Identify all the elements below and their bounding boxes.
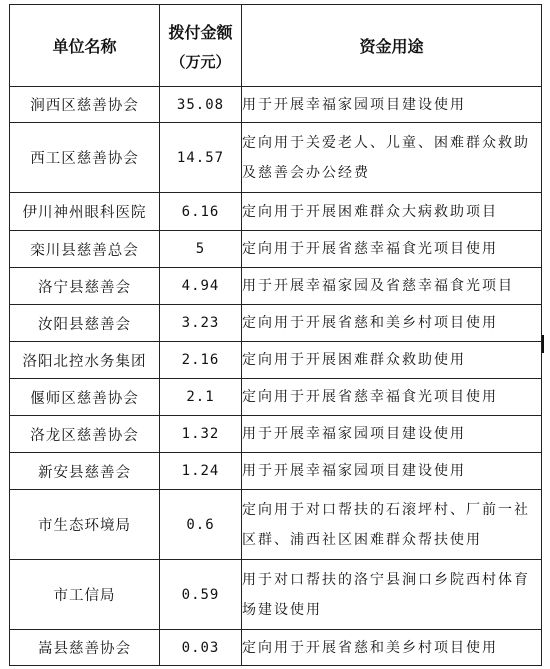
amount-cell: 2.1 [160,379,242,416]
amount-cell: 1.24 [160,453,242,490]
header-unit: 单位名称 [10,5,160,87]
table-row [10,416,542,453]
amount-cell: 6.16 [160,193,242,231]
header-amount-line2: （万元） [170,52,231,71]
amount-cell: 0.03 [160,630,242,666]
header-row [10,5,542,87]
unit-cell: 市工信局 [10,560,160,630]
amount-cell: 0.6 [160,490,242,560]
unit-cell: 西工区慈善协会 [10,123,160,193]
table-row [10,268,542,305]
table-body [10,87,542,666]
usage-cell: 用于开展幸福家园项目建设使用 [242,453,542,490]
table-row [10,193,542,231]
unit-cell: 偃师区慈善协会 [10,379,160,416]
table-row [10,87,542,123]
usage-cell: 定向用于开展困难群众大病救助项目 [242,193,542,231]
unit-cell: 栾川县慈善总会 [10,231,160,268]
amount-cell: 5 [160,231,242,268]
amount-cell: 3.23 [160,305,242,342]
usage-cell: 定向用于开展省慈和美乡村项目使用 [242,305,542,342]
table-row [10,630,542,666]
table-row [10,560,542,630]
amount-cell: 0.59 [160,560,242,630]
unit-cell: 新安县慈善会 [10,453,160,490]
table-row [10,490,542,560]
unit-cell: 洛阳北控水务集团 [10,342,160,379]
fund-allocation-table [9,4,542,666]
usage-cell: 用于开展幸福家园及省慈幸福食光项目 [242,268,542,305]
unit-cell: 嵩县慈善协会 [10,630,160,666]
header-usage: 资金用途 [242,5,542,87]
usage-cell: 定向用于开展省慈幸福食光项目使用 [242,231,542,268]
table-row [10,342,542,379]
table-row [10,305,542,342]
header-amount [160,5,242,87]
unit-cell: 洛龙区慈善协会 [10,416,160,453]
usage-cell: 定向用于对口帮扶的石滚坪村、厂前一社区群、浦西社区困难群众帮扶使用 [242,490,542,560]
page-edge-mark [542,335,544,353]
amount-cell: 2.16 [160,342,242,379]
unit-cell: 汝阳县慈善会 [10,305,160,342]
usage-cell: 定向用于开展困难群众救助使用 [242,342,542,379]
usage-cell: 用于对口帮扶的洛宁县涧口乡院西村体育场建设使用 [242,560,542,630]
unit-cell: 市生态环境局 [10,490,160,560]
table-row [10,453,542,490]
table-row [10,231,542,268]
unit-cell: 伊川神州眼科医院 [10,193,160,231]
usage-cell: 定向用于关爱老人、儿童、困难群众救助及慈善会办公经费 [242,123,542,193]
usage-cell: 用于开展幸福家园项目建设使用 [242,416,542,453]
table-row [10,123,542,193]
table-header [10,5,542,87]
usage-cell: 定向用于开展省慈幸福食光项目使用 [242,379,542,416]
usage-cell: 用于开展幸福家园项目建设使用 [242,87,542,123]
amount-cell: 14.57 [160,123,242,193]
table-row [10,379,542,416]
amount-cell: 35.08 [160,87,242,123]
amount-cell: 4.94 [160,268,242,305]
unit-cell: 涧西区慈善协会 [10,87,160,123]
unit-cell: 洛宁县慈善会 [10,268,160,305]
usage-cell: 定向用于开展省慈和美乡村项目使用 [242,630,542,666]
amount-cell: 1.32 [160,416,242,453]
header-amount-line1: 拨付金额 [168,22,233,42]
